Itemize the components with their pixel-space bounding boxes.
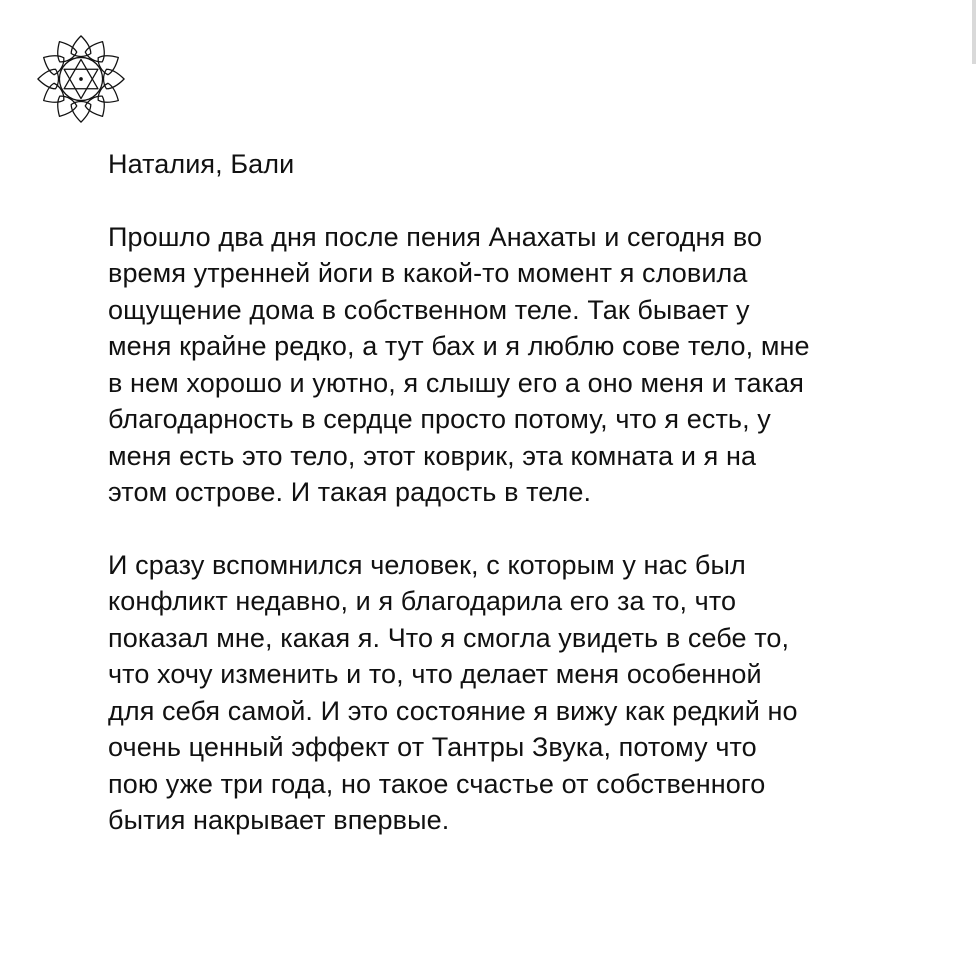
text-line: показал мне, какая я. Что я смогла увидеть в себе то,: [108, 622, 790, 653]
anahata-chakra-lotus-icon: [32, 30, 130, 128]
text-line: для себя самой. И это состояние я вижу как редкий но: [108, 695, 798, 726]
lotus-center-dot: [80, 78, 82, 80]
text-line: ощущение дома в собственном теле. Так бывает у: [108, 294, 750, 325]
testimonial-paragraph-1: [108, 219, 928, 511]
text-line: пою уже три года, но такое счастье от собственного: [108, 768, 766, 799]
text-line: очень ценный эффект от Тантры Звука, потому что: [108, 732, 757, 762]
text-line: конфликт недавно, и я благодарила его за то, что: [108, 586, 737, 616]
text-line: бытия накрывает впервые.: [108, 805, 450, 835]
text-line: И сразу вспомнился человек, с которым у нас был: [108, 549, 746, 580]
scrollbar-edge: [972, 0, 976, 64]
testimonial-author: Наталия, Бали: [108, 149, 295, 179]
text-line: время утренней йоги в какой-то момент я словила: [108, 258, 748, 288]
text-line: меня крайне редко, а тут бах и я люблю сове тело, мне: [108, 331, 810, 361]
lotus-logo-graphic: [32, 30, 130, 128]
text-line: Прошло два дня после пения Анахаты и сегодня во: [108, 221, 763, 252]
testimonial-paragraph-2: [108, 547, 928, 839]
text-line: благодарность в сердце просто потому, что я есть, у: [108, 404, 771, 434]
text-line: этом острове. И такая радость в теле.: [108, 477, 592, 507]
hexagram-up-triangle: [64, 59, 98, 88]
text-line: что хочу изменить и то, что делает меня особенной: [108, 659, 762, 689]
hexagram-down-triangle: [64, 69, 98, 98]
text-line: в нем хорошо и уютно, я слышу его а оно меня и такая: [108, 367, 805, 398]
testimonial-text: [108, 146, 928, 875]
text-line: меня есть это тело, этот коврик, эта комната и я на: [108, 440, 757, 471]
